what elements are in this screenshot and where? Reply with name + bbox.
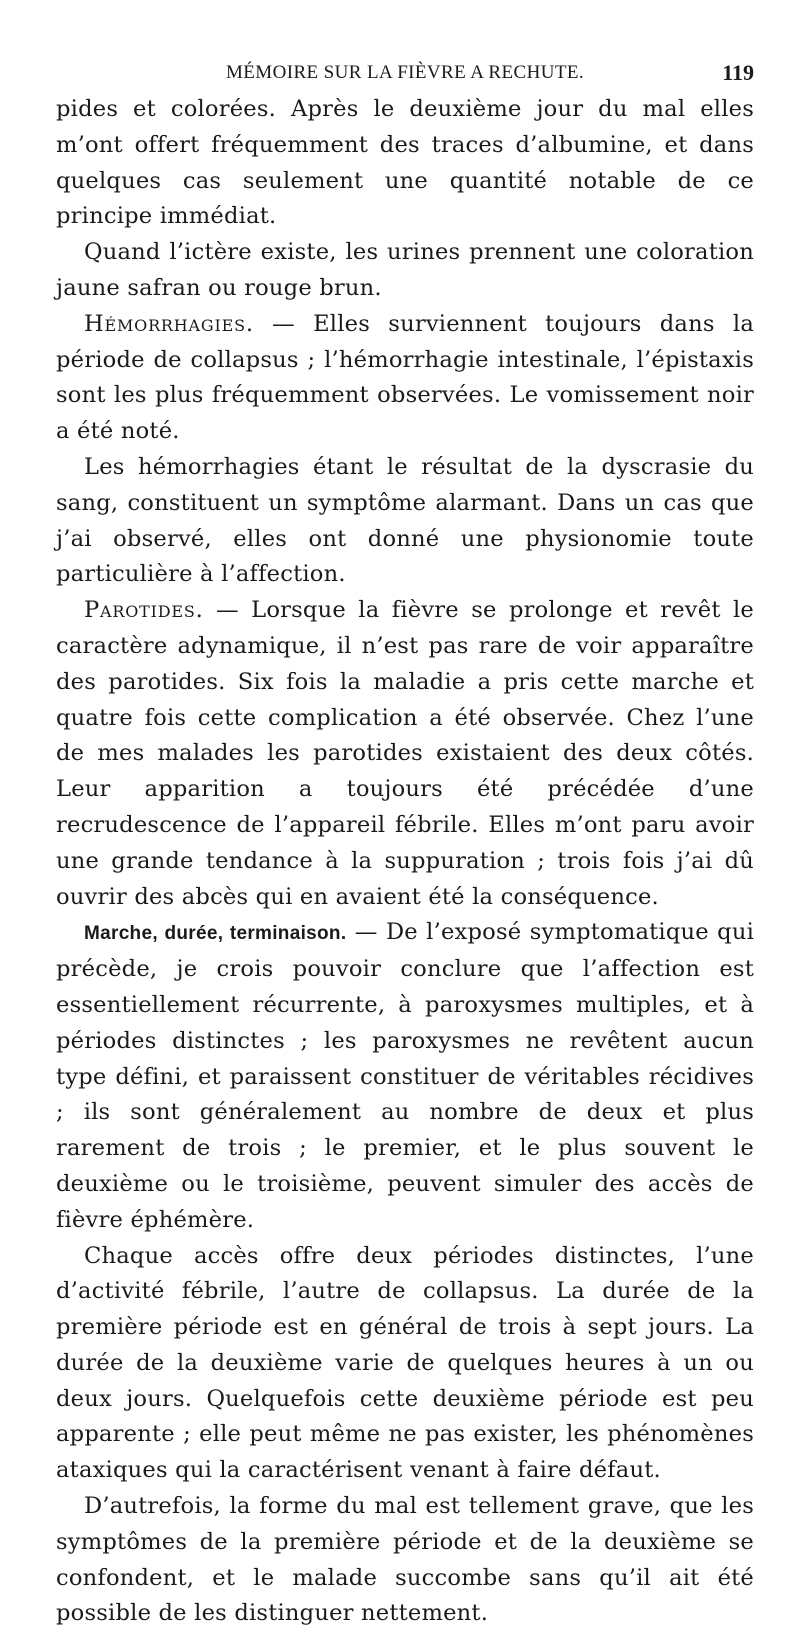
paragraph-text: Chaque accès offre deux périodes distinctes, l’une d’activité fébrile, l’autre de collapsus. La durée de la première période est en général de trois à sept jours. La durée de la deuxième varie de quelques heures à un ou deux jours. Quelquefois cette deuxième période est peu apparente ; elle peut même ne pas exister, les phénomènes ataxiques qui la caractérisent venant à faire défaut.	[56, 1242, 754, 1484]
page-header	[56, 56, 754, 90]
paragraph-marche	[56, 915, 754, 1238]
heading-separator: —	[253, 310, 314, 337]
heading-separator: —	[346, 919, 386, 946]
paragraph	[56, 92, 754, 235]
section-heading: Parotides.	[84, 597, 204, 624]
running-title: MÉMOIRE SUR LA FIÈVRE A RECHUTE.	[226, 62, 584, 83]
paragraph-hemorrhagies	[56, 307, 754, 450]
paragraph-text: Quand l’ictère existe, les urines prennent une coloration jaune safran ou rouge brun.	[56, 239, 754, 301]
body-text	[56, 92, 754, 1632]
section-heading: Marche, durée, terminaison.	[84, 923, 347, 945]
paragraph-text: Lorsque la fièvre se prolonge et revêt le caractère adynamique, il n’est pas rare de voir apparaître des parotides. Six fois la maladie a pris cette marche et quatre fois cette complication a été observée. Chez l’une de mes malades les parotides existaient des deux côtés. Leur apparition a toujours été précédée d’une recrudescence de l’appareil fébrile. Elles m’ont paru avoir une grande tendance à la suppuration ; trois fois j’ai dû ouvrir des abcès qui en avaient été la conséquence.	[56, 597, 754, 910]
page-number: 119	[722, 60, 754, 85]
paragraph	[56, 1239, 754, 1490]
paragraph-text: pides et colorées. Après le deuxième jour du mal elles m’ont offert fréquemment des traces d’albumine, et dans quelques cas seulement une quantité notable de ce principe immédiat.	[56, 96, 754, 230]
paragraph	[56, 1489, 754, 1632]
paragraph	[56, 450, 754, 593]
paragraph-text: Les hémorrhagies étant le résultat de la dyscrasie du sang, constituent un symptôme alarmant. Dans un cas que j’ai observé, elles ont donné une physionomie toute particulière à l’affection.	[56, 453, 754, 588]
paragraph-text: Elles surviennent toujours dans la période de collapsus ; l’hémorrhagie intestinale, l’épistaxis sont les plus fréquemment observées. Le vomissement noir a été noté.	[56, 310, 754, 445]
paragraph-text: D’autrefois, la forme du mal est tellement grave, que les symptômes de la première période et de la deuxième se confondent, et le malade succombe sans qu’il ait été possible de les distinguer nettement.	[56, 1493, 754, 1627]
paragraph	[56, 235, 754, 307]
heading-separator: —	[203, 597, 252, 624]
paragraph-parotides	[56, 593, 754, 915]
section-heading: Hémorrhagies.	[84, 310, 254, 337]
paragraph-text: De l’exposé symptomatique qui précède, je crois pouvoir conclure que l’affection est essentiellement récurrente, à paroxysmes multiples, et à périodes distinctes ; les paroxysmes ne revêtent aucun type défini, et paraissent constituer de véritables récidives ; ils sont généralement au nombre de deux et plus rarement de trois ; le premier, et le plus souvent le deuxième ou le troisième, peuvent simuler des accès de fièvre éphémère.	[56, 919, 755, 1233]
